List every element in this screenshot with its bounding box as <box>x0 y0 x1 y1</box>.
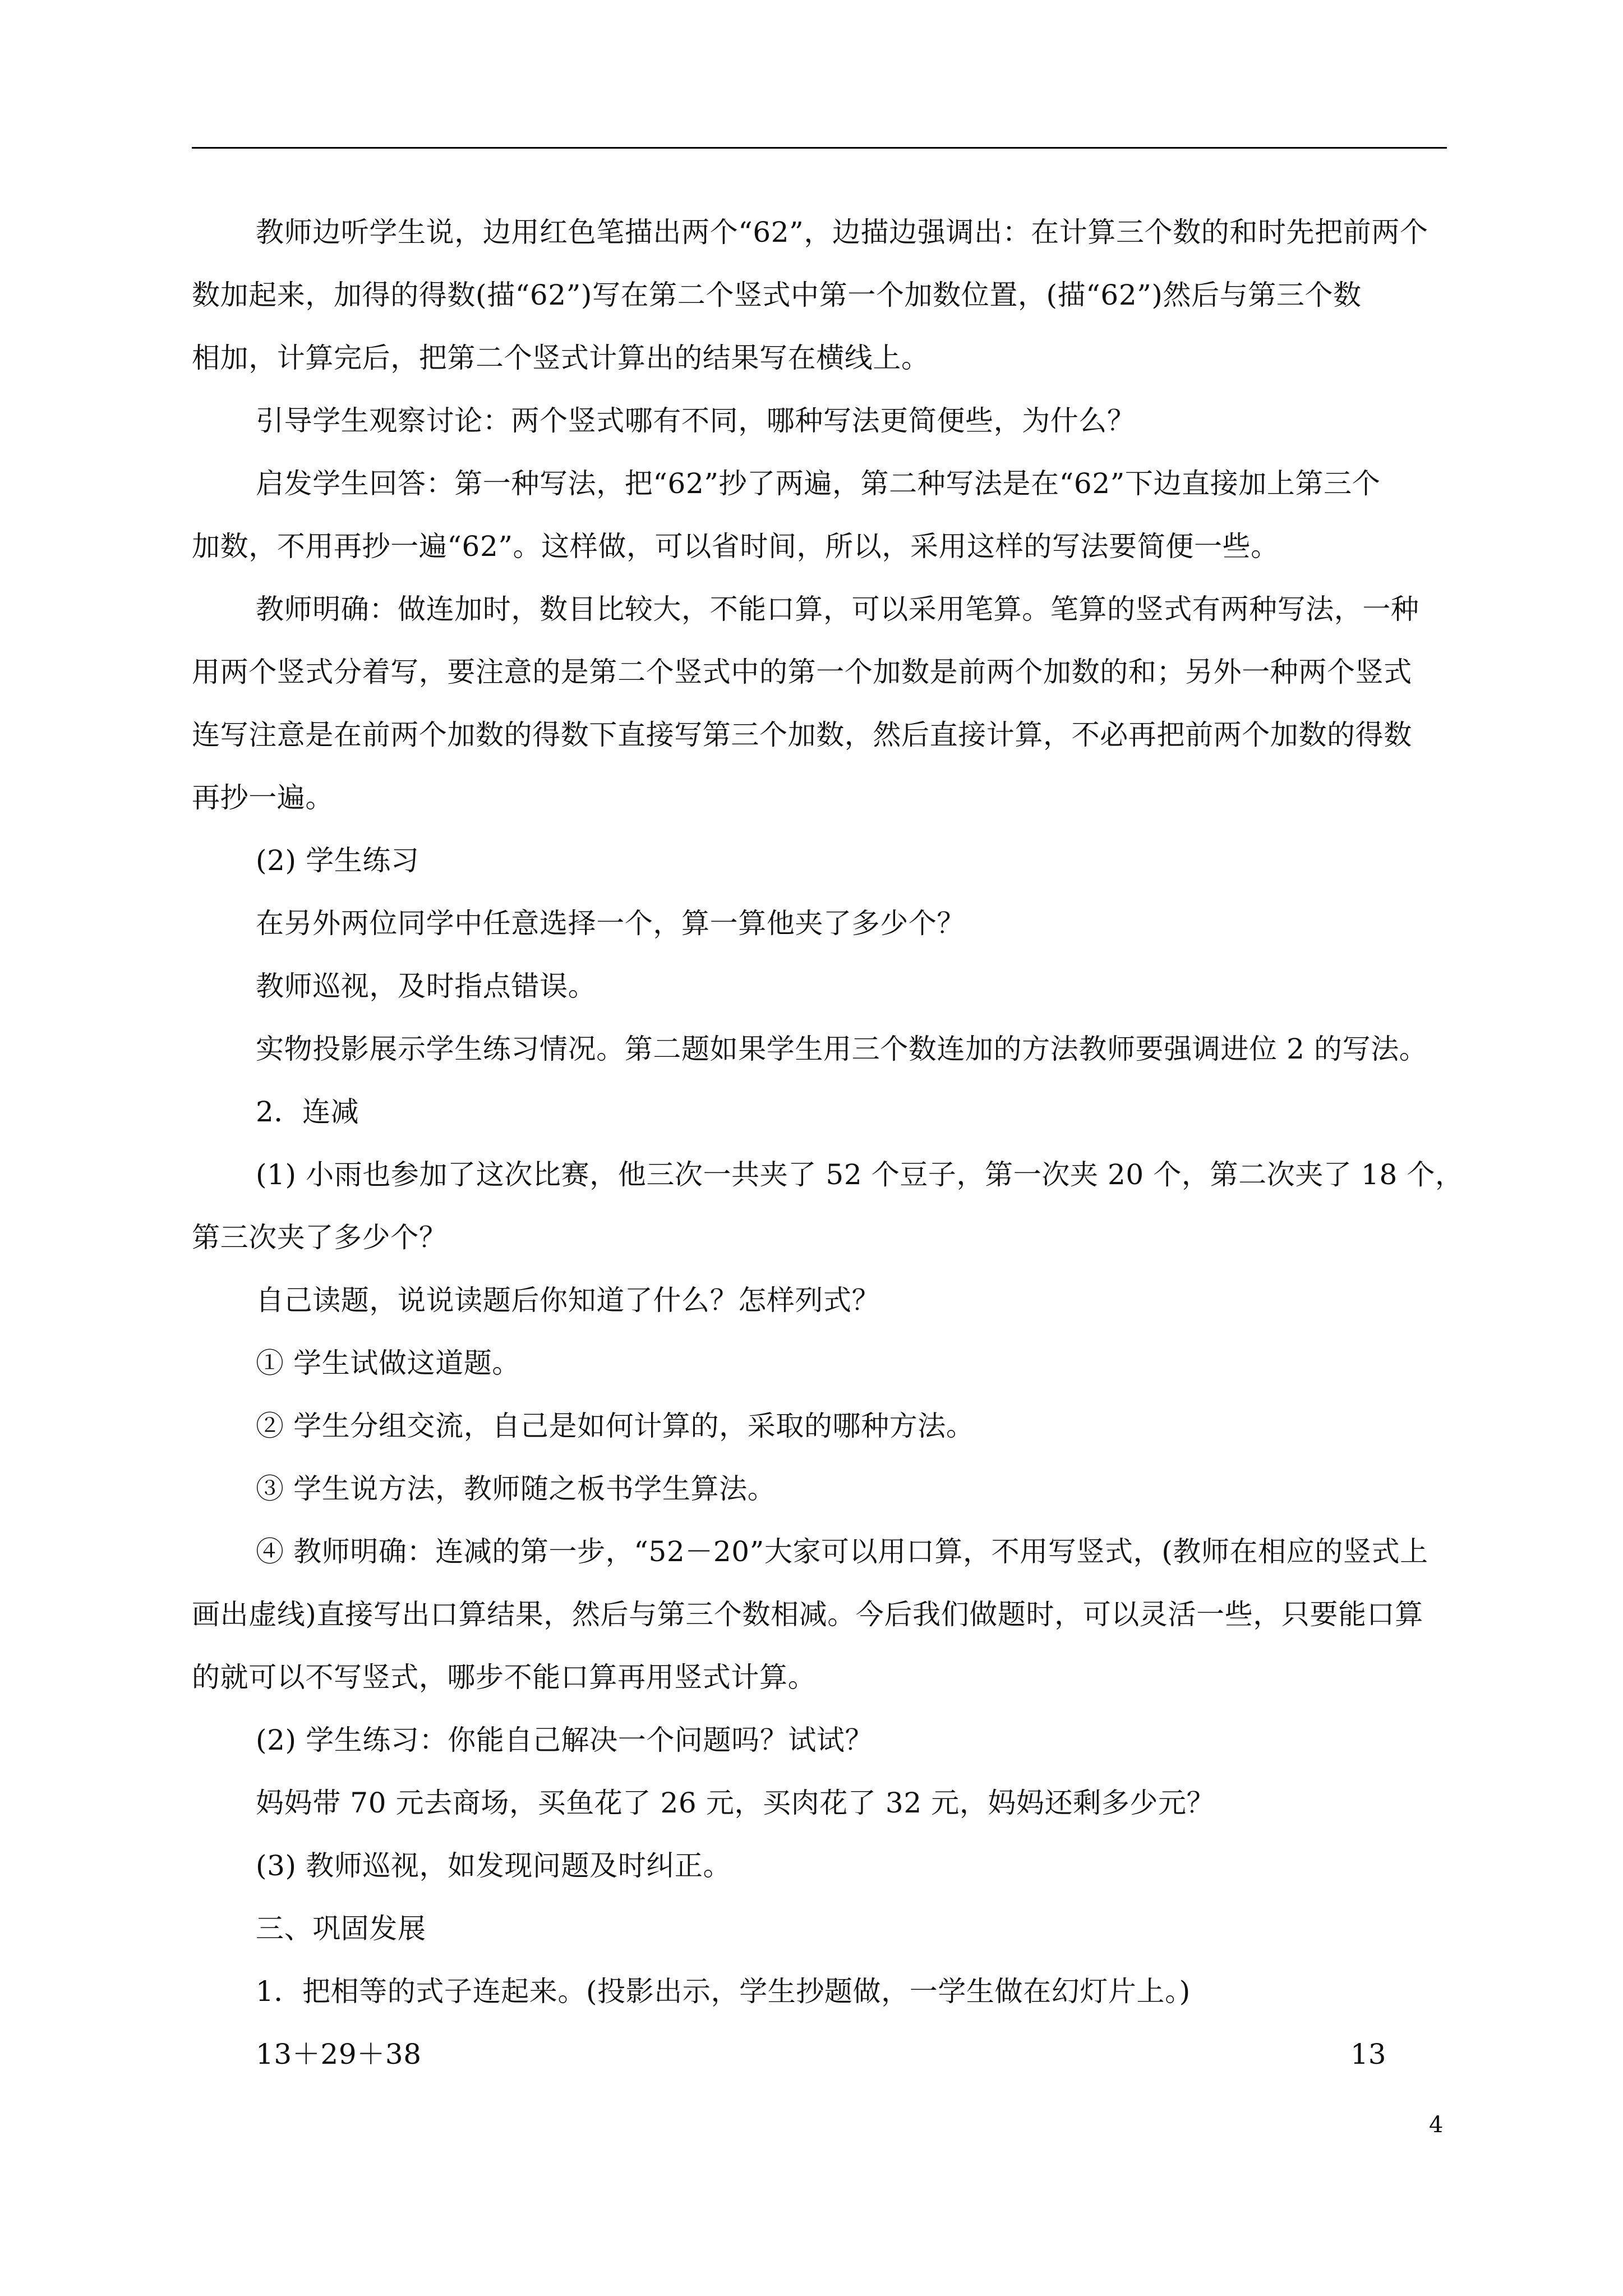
paragraph-line: 画出虚线)直接写出口算结果，然后与第三个数相减。今后我们做题时，可以灵活一些，只要能口算 <box>192 1598 1423 1631</box>
header-rule <box>192 147 1447 149</box>
paragraph-line: (1) 小雨也参加了这次比赛，他三次一共夹了 52 个豆子，第一次夹 20 个，第二次夹了 18 个， <box>256 1158 1464 1191</box>
paragraph-line: 再抄一遍。 <box>192 781 334 814</box>
page-number: 4 <box>1429 2112 1444 2138</box>
list-item: ① 学生试做这道题。 <box>256 1347 520 1379</box>
paragraph-line: 1．把相等的式子连起来。(投影出示，学生抄题做，一学生做在幻灯片上。) <box>256 1975 1191 2008</box>
list-item: ② 学生分组交流，自己是如何计算的，采取的哪种方法。 <box>256 1410 975 1442</box>
paragraph-line: 用两个竖式分着写，要注意的是第二个竖式中的第一个加数是前两个加数的和；另外一种两个竖式 <box>192 656 1412 688</box>
expression-left: 13＋29＋38 <box>256 2038 422 2070</box>
paragraph-line: 连写注意是在前两个加数的得数下直接写第三个加数，然后直接计算，不必再把前两个加数的得数 <box>192 719 1412 751</box>
paragraph-line: 妈妈带 70 元去商场，买鱼花了 26 元，买肉花了 32 元，妈妈还剩多少元？ <box>256 1787 1215 1819</box>
list-item: ③ 学生说方法，教师随之板书学生算法。 <box>256 1473 776 1505</box>
paragraph-line: 教师边听学生说，边用红色笔描出两个“62”，边描边强调出：在计算三个数的和时先把前两个 <box>256 216 1428 249</box>
list-item: ④ 教师明确：连减的第一步，“52－20”大家可以用口算，不用写竖式，(教师在相应的竖式上 <box>256 1535 1428 1568</box>
section-heading: 2．连减 <box>256 1096 359 1128</box>
paragraph-line: 加数，不用再抄一遍“62”。这样做，可以省时间，所以，采用这样的写法要简便一些。 <box>192 530 1279 563</box>
paragraph-line: 教师巡视，及时指点错误。 <box>256 970 597 1002</box>
paragraph-line: 在另外两位同学中任意选择一个，算一算他夹了多少个？ <box>256 907 965 940</box>
paragraph-line: 引导学生观察讨论：两个竖式哪有不同，哪种写法更简便些，为什么？ <box>256 404 1136 437</box>
paragraph-line: 教师明确：做连加时，数目比较大，不能口算，可以采用笔算。笔算的竖式有两种写法，一种 <box>256 593 1419 625</box>
section-heading: 三、巩固发展 <box>256 1912 426 1945</box>
paragraph-line: 相加，计算完后，把第二个竖式计算出的结果写在横线上。 <box>192 342 930 374</box>
paragraph-line: 数加起来，加得的得数(描“62”)写在第二个竖式中第一个加数位置，(描“62”)然后与第三个数 <box>192 279 1362 311</box>
paragraph-line: 的就可以不写竖式，哪步不能口算再用竖式计算。 <box>192 1661 817 1694</box>
expression-right: 13 <box>1350 2038 1386 2070</box>
paragraph-line: 实物投影展示学生练习情况。第二题如果学生用三个数连加的方法教师要强调进位 2 的写法。 <box>256 1033 1428 1065</box>
paragraph-line: 启发学生回答：第一种写法，把“62”抄了两遍，第二种写法是在“62”下边直接加上第三个 <box>256 467 1381 500</box>
paragraph-line: (2) 学生练习：你能自己解决一个问题吗？试试？ <box>256 1724 874 1756</box>
paragraph-line: 第三次夹了多少个？ <box>192 1221 448 1254</box>
paragraph-line: (3) 教师巡视，如发现问题及时纠正。 <box>256 1849 732 1882</box>
paragraph-line: 自己读题，说说读题后你知道了什么？怎样列式？ <box>256 1284 880 1317</box>
section-heading: (2) 学生练习 <box>256 844 419 877</box>
